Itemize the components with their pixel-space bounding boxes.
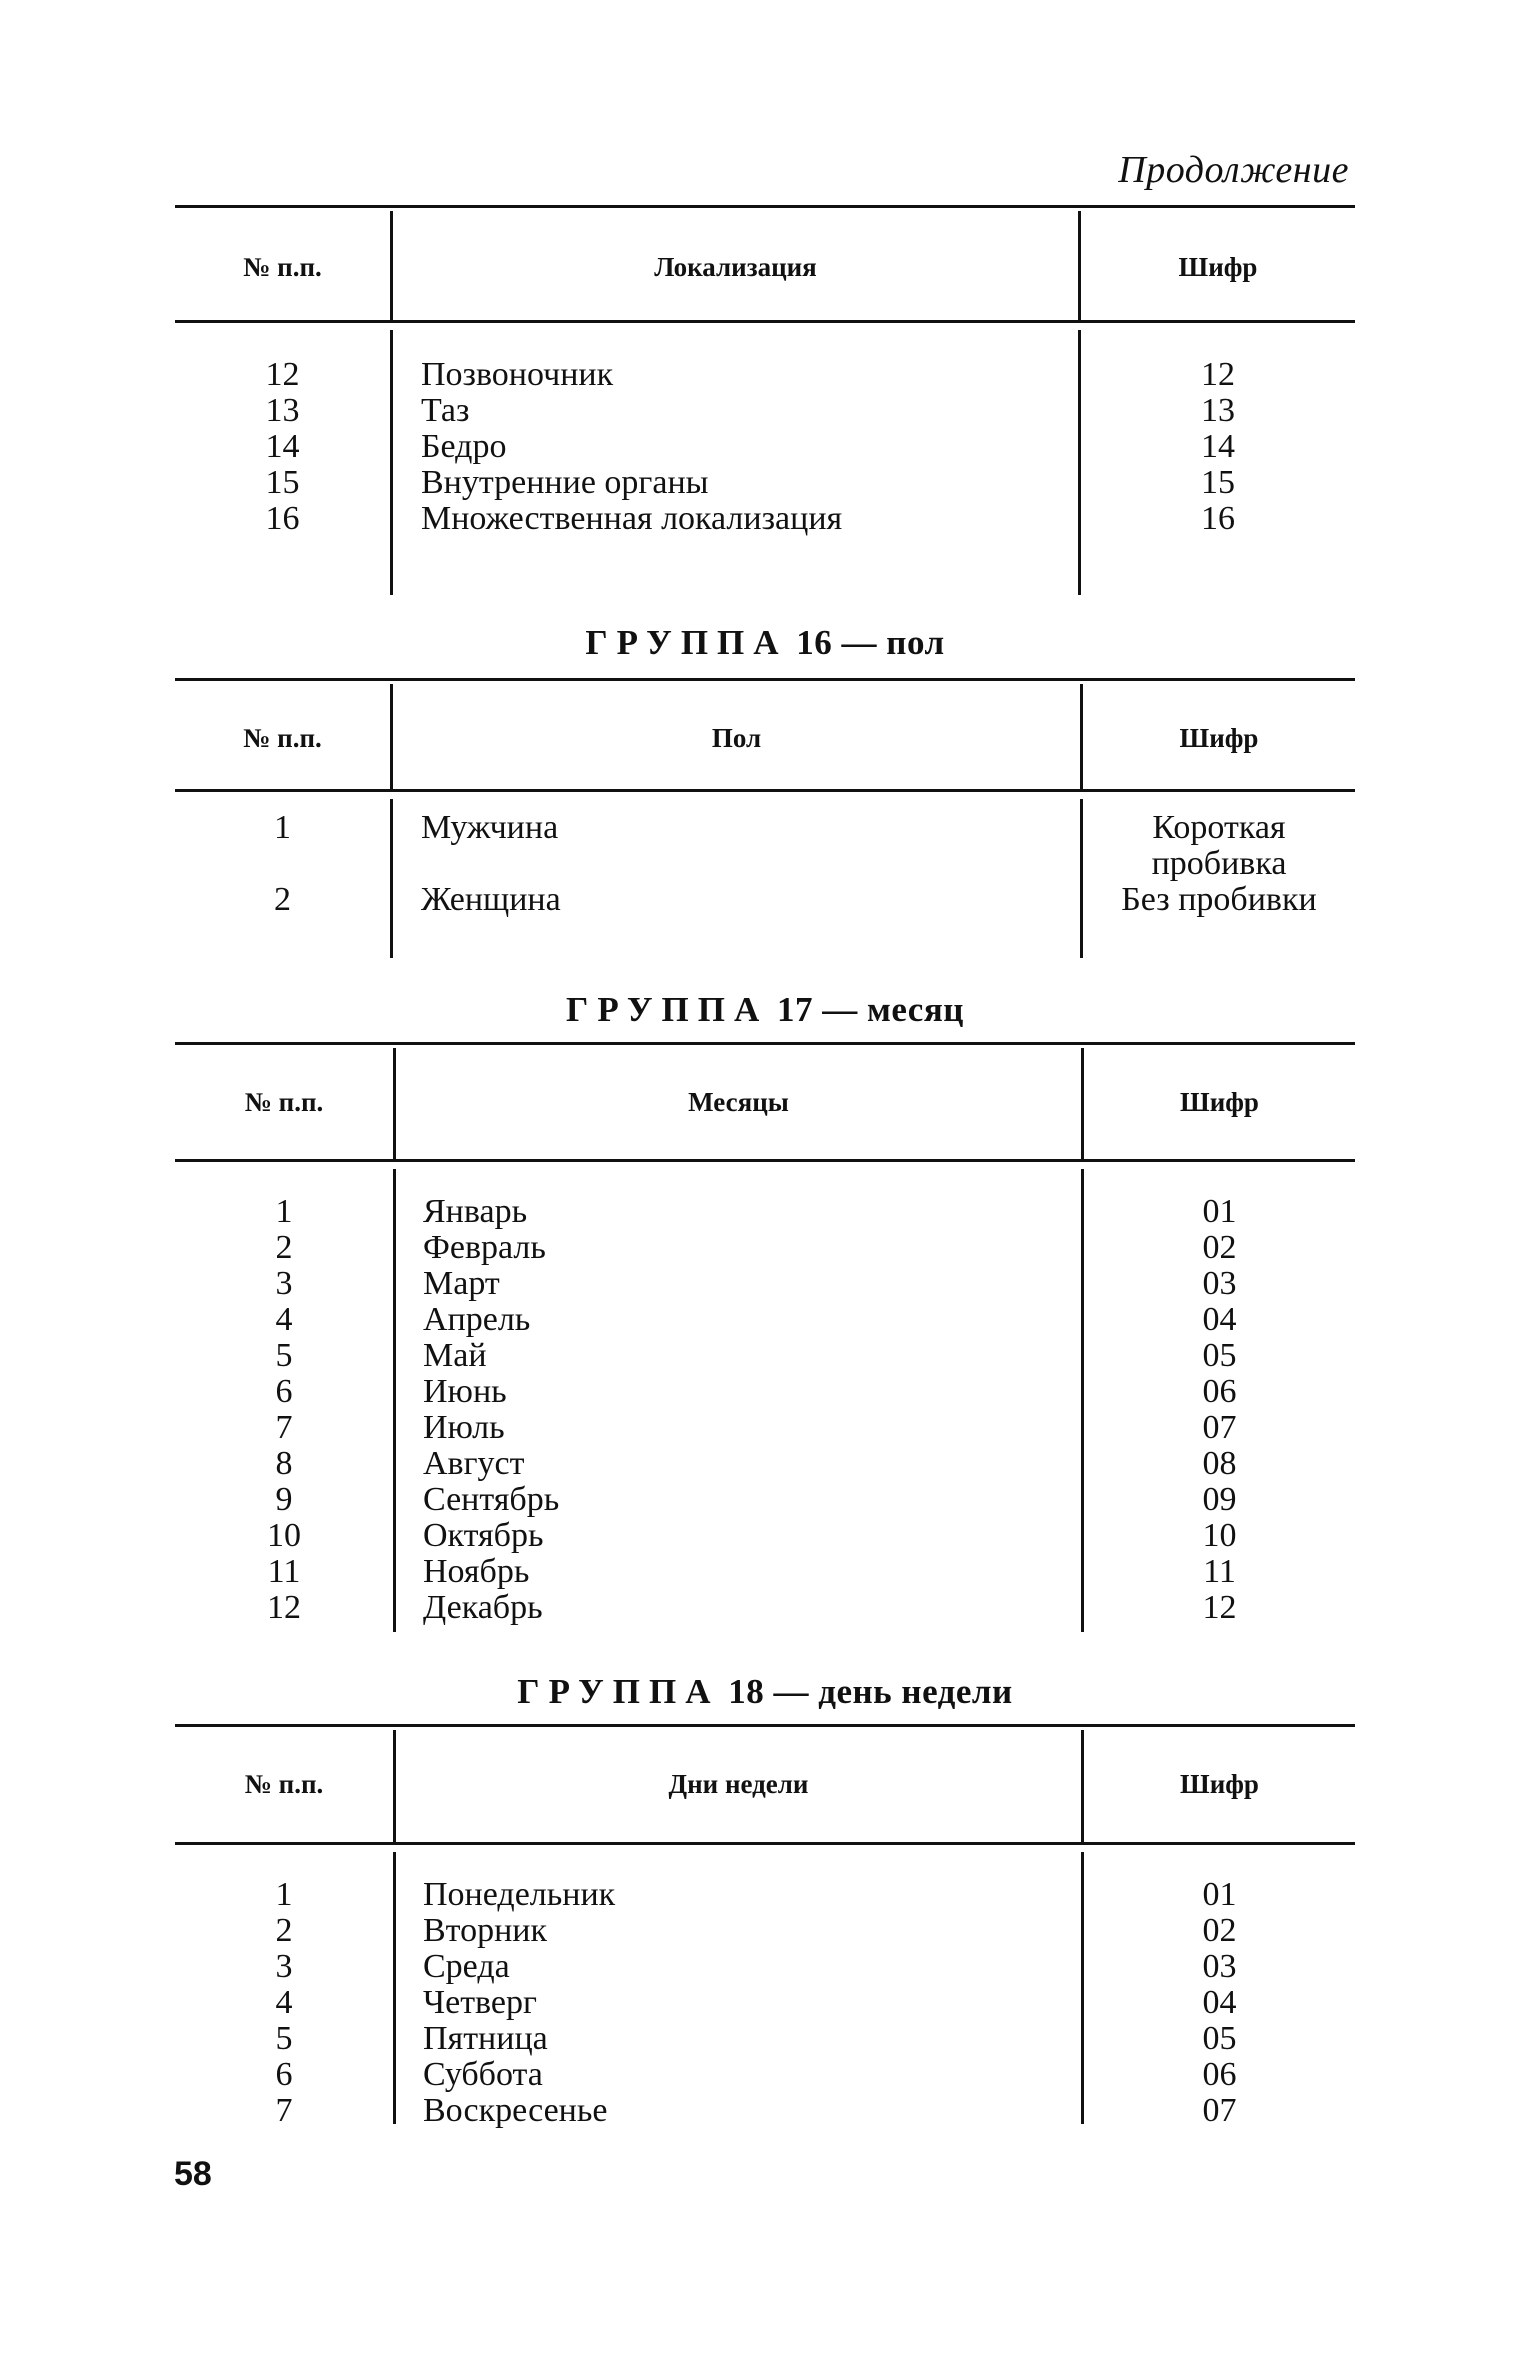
continuation-label: Продолжение [1118,149,1349,191]
header-num: № п.п. [243,723,322,753]
top-rule [175,205,1355,208]
page-number: 58 [174,2155,212,2193]
row-name: Август [423,1445,525,1482]
row-numbers [175,1194,393,1626]
group-title-17 [175,990,1355,1030]
table-localization [175,205,1355,595]
row-number: 13 [265,392,300,429]
row-number: 1 [275,1876,293,1913]
group-title-rest: 18 — день недели [728,1672,1013,1711]
row-names [421,810,561,918]
row-numbers [175,810,390,918]
row-name: Суббота [423,2056,543,2093]
row-code: пробивка [1151,845,1287,882]
row-name: Вторник [423,1912,547,1949]
row-code: 13 [1201,392,1235,429]
row-number: 7 [275,1409,293,1446]
row-name: Таз [421,392,470,429]
row-code: 07 [1202,2092,1237,2129]
row-number: 9 [275,1481,293,1518]
header-name: Месяцы [688,1087,789,1117]
row-code: 11 [1203,1553,1236,1590]
row-number: 15 [265,464,300,501]
row-name: Мужчина [421,809,559,846]
row-codes [1084,1877,1355,2129]
row-number: 1 [274,809,291,846]
row-number: 6 [275,1373,293,1410]
row-number: 5 [275,1337,293,1374]
row-name: Июль [423,1409,505,1446]
row-codes [1084,1194,1355,1626]
row-code: 05 [1202,2020,1237,2057]
row-number: 2 [275,1912,293,1949]
row-number: 12 [265,356,300,393]
row-name: Ноябрь [423,1553,530,1590]
row-number: 16 [265,500,300,537]
row-code: 04 [1202,1984,1237,2021]
row-number: 11 [267,1553,301,1590]
row-number: 4 [275,1984,293,2021]
row-name: Позвоночник [421,356,614,393]
row-name: Пятница [423,2020,548,2057]
row-code: 01 [1202,1193,1237,1230]
group-title-word: ГРУППА [585,623,788,662]
group-title-rest: 17 — месяц [776,990,964,1029]
table-sex [175,678,1355,958]
row-code: 14 [1201,428,1235,465]
row-name: Множественная локализация [421,500,843,537]
row-names [423,1194,559,1626]
row-code: 10 [1202,1517,1237,1554]
top-rule [175,1724,1355,1727]
header-num: № п.п. [244,1087,324,1117]
row-numbers [175,357,390,537]
row-number: 14 [265,428,300,465]
row-numbers [175,1877,393,2129]
row-code: 05 [1202,1337,1237,1374]
row-name: Март [423,1265,500,1302]
row-number: 5 [275,2020,293,2057]
row-code: 02 [1202,1912,1237,1949]
row-name: Четверг [423,1984,537,2021]
top-rule [175,678,1355,681]
header-name: Локализация [654,252,817,282]
header-num: № п.п. [243,252,322,282]
row-number: 3 [275,1265,293,1302]
row-name: Женщина [421,881,561,918]
header-code: Шифр [1180,1769,1259,1799]
row-code: 12 [1202,1589,1237,1626]
row-name: Среда [423,1948,510,1985]
row-name: Сентябрь [423,1481,560,1518]
header-code: Шифр [1179,723,1259,753]
row-code: 01 [1202,1876,1237,1913]
row-codes [1081,357,1355,537]
group-title-word: ГРУППА [566,990,769,1029]
row-name: Внутренние органы [421,464,709,501]
row-name: Июнь [423,1373,507,1410]
header-code: Шифр [1180,1087,1259,1117]
header-rule [175,789,1355,792]
header-name: Пол [711,723,762,753]
header-rule [175,1842,1355,1845]
row-code: Без пробивки [1121,881,1317,918]
row-code: 04 [1202,1301,1237,1338]
row-number: 10 [267,1517,301,1554]
header-name: Дни недели [668,1769,809,1799]
row-code: 16 [1201,500,1235,537]
row-name [421,846,561,882]
row-name: Октябрь [423,1517,544,1554]
row-code: 15 [1201,464,1235,501]
row-name: Воскресенье [423,2092,608,2129]
row-name: Май [423,1337,487,1374]
row-name: Февраль [423,1229,546,1266]
row-number: 3 [275,1948,293,1985]
header-rule [175,1159,1355,1162]
column-divider [390,330,393,595]
header-code: Шифр [1178,252,1258,282]
row-names [423,1877,615,2129]
row-number: 8 [275,1445,293,1482]
row-number: 4 [275,1301,293,1338]
row-number [175,846,390,882]
row-number: 1 [275,1193,293,1230]
top-rule [175,1042,1355,1045]
row-code: 06 [1202,2056,1237,2093]
row-number: 12 [267,1589,301,1626]
header-num: № п.п. [244,1769,324,1799]
row-code: 09 [1202,1481,1237,1518]
row-code: 06 [1202,1373,1237,1410]
row-number: 2 [275,1229,293,1266]
column-divider [393,1852,396,2124]
row-code: 03 [1202,1265,1237,1302]
group-title-word: ГРУППА [517,1672,720,1711]
row-number: 2 [274,881,291,918]
header-rule [175,320,1355,323]
group-title-18 [175,1672,1355,1712]
row-code: Короткая [1152,809,1286,846]
table-months [175,1042,1355,1632]
row-name: Бедро [421,428,507,465]
row-number: 7 [275,2092,293,2129]
row-code: 02 [1202,1229,1237,1266]
row-codes [1083,810,1355,918]
row-name: Январь [423,1193,528,1230]
row-code: 07 [1202,1409,1237,1446]
column-divider [390,799,393,958]
row-name: Декабрь [423,1589,543,1626]
row-code: 12 [1201,356,1235,393]
row-code: 03 [1202,1948,1237,1985]
group-title-16 [175,623,1355,663]
row-code: 08 [1202,1445,1237,1482]
row-names [421,357,842,537]
row-name: Апрель [423,1301,531,1338]
row-number: 6 [275,2056,293,2093]
column-divider [393,1169,396,1632]
row-name: Понедельник [423,1876,616,1913]
table-weekdays [175,1724,1355,2129]
group-title-rest: 16 — пол [796,623,945,662]
